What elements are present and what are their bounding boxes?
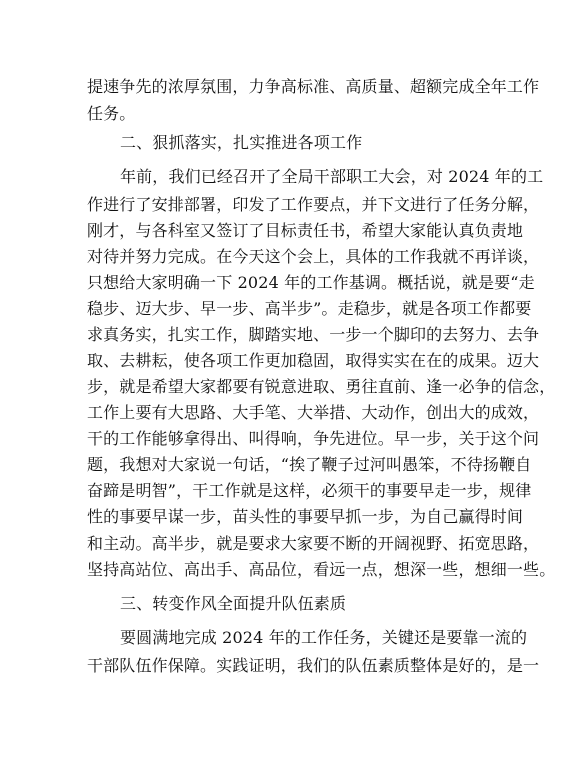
section-heading: 二、狠抓落实，扎实推进各项工作 [120,133,363,152]
paragraph-line: 取、去耕耘，使各项工作更加稳固，取得实实在在的成果。迈大 [87,351,540,370]
paragraph-line: 奋蹄是明智”，干工作就是这样，必须干的事要早走一步，规律 [87,481,532,500]
section-heading: 三、转变作风全面提升队伍素质 [120,594,347,613]
paragraph-line: 任务。 [87,104,136,123]
paragraph-line: 干部队伍作保障。实践证明，我们的队伍素质整体是好的，是一 [87,656,540,675]
paragraph-line: 性的事要早谋一步，苗头性的事要早抓一步，为自己赢得时间 [87,507,524,526]
paragraph-line: 刚才，与各科室又签订了目标责任书，希望大家能认真负责地 [87,221,524,240]
paragraph-line: 年前，我们已经召开了全局干部职工大会，对 2024 年的工 [120,167,544,186]
paragraph-line: 题，我想对大家说一句话，“挨了鞭子过河叫愚笨，不待扬鞭自 [87,455,532,474]
paragraph-line: 工作上要有大思路、大手笔、大举措、大动作，创出大的成效， [87,403,540,422]
paragraph-line: 稳步、迈大步、早一步、高半步”。走稳步，就是各项工作都要 [87,299,532,318]
paragraph-line: 作进行了安排部署，印发了工作要点，并下文进行了任务分解， [87,195,540,214]
paragraph-line: 要圆满地完成 2024 年的工作任务，关键还是要靠一流的 [120,628,528,647]
paragraph-line: 干的工作能够拿得出、叫得响，争先进位。早一步，关于这个问 [87,429,540,448]
paragraph-line: 求真务实，扎实工作，脚踏实地、一步一个脚印的去努力、去争 [87,325,540,344]
paragraph-line: 对待并努力完成。在今天这个会上，具体的工作我就不再详谈， [87,247,540,266]
paragraph-line: 和主动。高半步，就是要求大家要不断的开阔视野、拓宽思路， [87,534,540,553]
paragraph-line: 坚持高站位、高出手、高品位，看远一点，想深一些，想细一些。 [87,560,556,579]
paragraph-line: 步，就是希望大家都要有锐意进取、勇往直前、逢一必争的信念， [87,377,556,396]
paragraph-line: 只想给大家明确一下 2024 年的工作基调。概括说，就是要“走 [87,273,535,292]
paragraph-line: 提速争先的浓厚氛围，力争高标准、高质量、超额完成全年工作 [87,77,540,96]
